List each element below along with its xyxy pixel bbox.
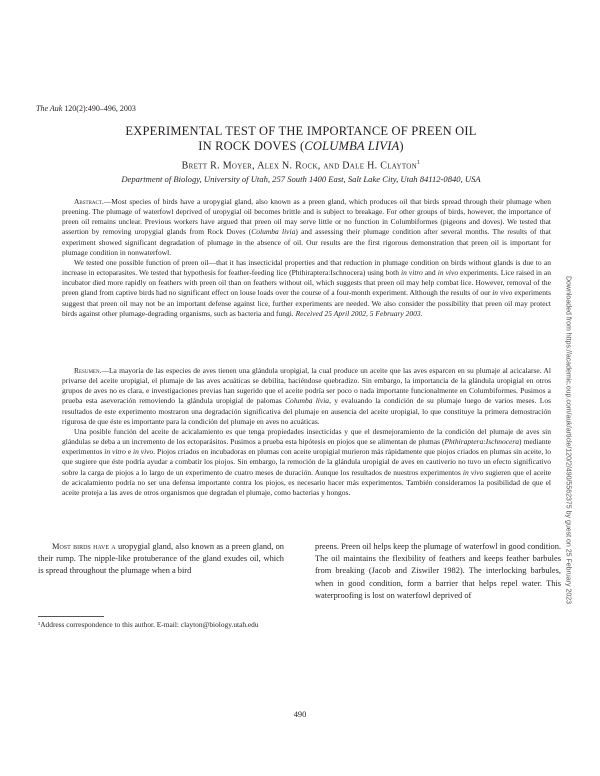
abstract-text: —Most species of birds have a uropygial gland, also known as a preen gland, which produces oil that birds spread through their plumage when preening. The plumage of waterfowl deprived of uropygial oil becomes brittle and is subject to breakage. For other groups of birds, however, the importance of preen oil remains unclear. Previous workers have argued that preen oil may serve little or no function in Columbiformes (pigeons and doves). We tested that assertion by removing uropygial glands from Rock Doves (	[62, 197, 551, 237]
intro-paragraph	[38, 541, 284, 578]
journal-citation	[36, 104, 136, 113]
resumen-text: sugieren que el aceite de acicalamiento podría no ser una defensa importante contra los piojos, es necesario hacer más experimentos. También consideramos la posibilidad de que el aceite proteja a las aves de otros organismos que degradan el plumaje, como bacterias y hongos.	[62, 467, 551, 497]
author-names: Brett R. Moyer, Alex N. Rock, and Dale H. Clayton	[181, 160, 417, 172]
latin-term: in vivo	[462, 467, 484, 477]
abstract-es-paragraph-2	[62, 427, 551, 498]
abstract-english	[62, 197, 551, 319]
resumen-text: . Piojos criados en incubadoras en plumas con aceite uropigial murieron más rápidamente que piojos criados en plumas sin aceite, lo que sugiere que éste podría ayudar a combatir los piojos. Sin embargo, la remoción de la glándula uropigial de aves en cautiverio no tuvo un efecto significativo sobre la carga de piojos a lo largo de un experimento de cuatro meses de duración. Aunque los resultados de nuestros experimentos	[62, 447, 551, 477]
abstract-text: experiments suggest that preen oil may not be an important defense against lice, further experiments are needed. We also consider the possibility that preen oil may protect birds against other plumage-degrading organisms, such as bacteria and fungi.	[62, 288, 551, 318]
title-paren: )	[399, 138, 404, 153]
latin-term: in vivo	[492, 288, 513, 298]
page-number: 490	[293, 710, 307, 719]
title-species: COLUMBA LIVIA	[304, 138, 400, 153]
abstract-text: and	[422, 268, 438, 278]
species-name: Columba livia	[251, 227, 296, 237]
abstract-en-paragraph-2	[62, 258, 551, 319]
intro-lead: Most birds have a	[52, 542, 116, 551]
resumen-text: Una posible función del aceite de acicalamiento es que tenga propiedades insecticidas y que el desmejoramiento de la condición del plumaje de aves sin glándulas se deba a un incremento de los ectoparásitos. Pusimos a prueba esta hipótesis en piojos que se alimentan de plumas (	[62, 426, 551, 447]
author-list	[40, 160, 562, 171]
abstract-es-paragraph-1	[62, 366, 551, 427]
received-dates: Received 25 April 2002, 5 February 2003.	[295, 308, 423, 318]
species-name: Columba livia	[284, 396, 330, 406]
title-line-2	[40, 139, 562, 154]
volume-pages: 120(2):490–496, 2003	[62, 104, 136, 113]
download-text: Downloaded from https://academic.oup.com/auk/article/120/2/490/5562375 by guest on 25 February 2023	[564, 275, 572, 605]
title-text: IN ROCK DOVES (	[198, 138, 305, 153]
body-column-right	[315, 541, 561, 602]
body-column-left	[38, 541, 284, 578]
resumen-text: ) mediante experimentos	[62, 437, 551, 457]
taxon-name: Phthiraptera:Ischnocera	[444, 437, 520, 447]
resumen-text: —La mayoría de las especies de aves tienen una glándula uropigial, la cual produce un aceite que las aves esparcen en su plumaje al acicalarse. Al privarse del aceite uropigial, el plumaje de las aves acuáticas se debilita, haciéndose quebradizo. Sin embargo, la importancia de la glándula uropigial en otros grupos de aves no es clara, e investigaciones previas han sugerido que el aceite podría ser poco o nada importante funcionalmente en Columbiformes. Pusimos a prueba esta aseveración removiendo la glándula uropigial de palomas	[62, 366, 551, 406]
latin-term: in vivo	[133, 447, 154, 457]
body-text: uropygial gland, also known as a preen gland, on their rump. The nipple-like protuberance of the gland exudes oil, which is spread throughout the plumage when a bird	[38, 542, 284, 576]
abstract-label: Abstract.	[74, 197, 104, 206]
footnote-divider	[38, 616, 104, 617]
footnote: ¹Address correspondence to this author. E-mail: clayton@biology.utah.edu	[38, 620, 259, 629]
affiliation: Department of Biology, University of Utah, 257 South 1400 East, Salt Lake City, Utah 84112-0840, USA	[121, 174, 481, 184]
abstract-spanish	[62, 366, 551, 498]
latin-term: in vitro	[104, 447, 126, 457]
abstract-text: ) and assessing their plumage condition after several months. The results of that experiment showed significant degradation of plumage in the absence of oil. Our results are the first rigorous demonstration that preen oil is important for plumage condition in nonwaterfowl.	[62, 227, 551, 257]
body-paragraph-continued: preens. Preen oil helps keep the plumage of waterfowl in good condition. The oil maintains the flexibility of feathers and keeps feather barbules from breaking (Jacob and Ziswiler 1982). The interlocking barbules, when in good condition, form a barrier that helps repel water. This waterproofing is lost on waterfowl deprived of	[315, 542, 561, 600]
resumen-label: Resumen.	[74, 366, 102, 375]
abstract-en-paragraph-1	[62, 197, 551, 258]
abstract-text: experiments. Lice raised in an incubator died more rapidly on feathers with preen oil than on feathers without oil, which suggests that preen oil may help combat lice. However, removal of the preen gland from captive birds had no significant effect on louse loads over the course of a four-month experiment. Although the results of our	[62, 268, 551, 298]
latin-term: in vitro	[401, 268, 423, 278]
journal-name: The Auk	[36, 104, 63, 113]
latin-term: in vivo	[437, 268, 459, 278]
article-title	[40, 124, 562, 153]
resumen-text: , y evaluando la condición de su plumaje luego de varios meses. Los resultados de este experimento mostraron una degradación significativa del plumaje en ausencia del aceite uropigial, lo que constituye la primera demostración rigurosa de que éste es importante para la condición del plumaje en aves no acuáticas.	[62, 396, 551, 426]
title-line-1: EXPERIMENTAL TEST OF THE IMPORTANCE OF PREEN OIL	[125, 124, 477, 138]
resumen-text: e	[125, 447, 134, 457]
author-footnote-mark: 1	[417, 160, 421, 166]
abstract-text: We tested one possible function of preen oil—that it has insecticidal properties and that reduction in plumage condition on birds without glands is due to an increase in ectoparasites. We tested that hypothesis for feather-feeding lice (Phthiraptera:Ischnocera) using both	[62, 257, 551, 278]
